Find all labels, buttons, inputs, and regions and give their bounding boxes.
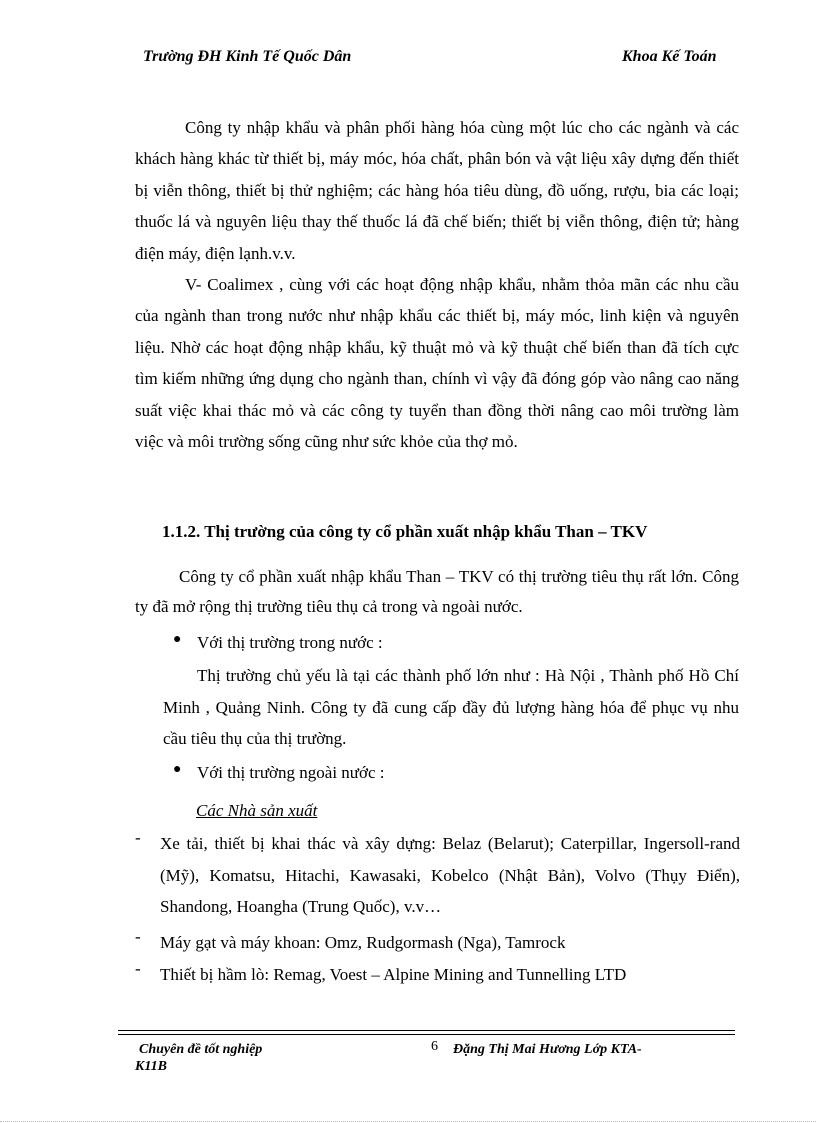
list-item-text: Thiết bị hầm lò: Remag, Voest – Alpine Mining and Tunnelling LTD bbox=[160, 965, 627, 984]
bullet-dot-icon: ● bbox=[173, 632, 182, 647]
section-heading: 1.1.2. Thị trường của công ty cổ phần xuất nhập khẩu Than – TKV bbox=[162, 522, 648, 541]
header-faculty-name: Khoa Kế Toán bbox=[622, 48, 717, 65]
dash-marker: - bbox=[135, 927, 141, 946]
footer-thesis-label: Chuyên đề tốt nghiệp bbox=[139, 1042, 263, 1057]
bullet-dot-icon: ● bbox=[173, 762, 182, 777]
producers-subtitle: Các Nhà sản xuất bbox=[196, 801, 318, 820]
footer-author: Đặng Thị Mai Hương Lớp KTA- bbox=[453, 1042, 642, 1057]
bullet-label: Với thị trường trong nước : bbox=[197, 633, 383, 652]
paragraph-import-distribution: Công ty nhập khẩu và phân phối hàng hóa cùng một lúc cho các ngành và các khách hàng khác từ thiết bị, máy móc, hóa chất, phân bón và vật liệu xây dựng đến thiết bị viễn thông, thiết bị thử nghiệm; các hàng hóa tiêu dùng, đồ uống, rượu, bia các loại; thuốc lá và nguyên liệu thay thế thuốc lá đã chế biến; thiết bị viễn thông, điện tử; hàng điện máy, điện lạnh.v.v. bbox=[135, 118, 739, 263]
footer-divider bbox=[118, 1030, 735, 1031]
page-number: 6 bbox=[431, 1039, 438, 1054]
footer-class-code: K11B bbox=[135, 1059, 167, 1074]
footer-divider bbox=[118, 1034, 735, 1035]
page-bottom-border bbox=[0, 1121, 816, 1122]
header-school-name: Trường ĐH Kinh Tế Quốc Dân bbox=[143, 48, 352, 65]
dash-marker: - bbox=[135, 959, 141, 978]
paragraph-domestic-market: Thị trường chủ yếu là tại các thành phố lớn như : Hà Nội , Thành phố Hồ Chí Minh , Quảng Ninh. Công ty đã cung cấp đầy đủ lượng hàng hóa để phục vụ nhu cầu tiêu thụ của thị trường. bbox=[163, 666, 739, 748]
bullet-label: Với thị trường ngoài nước : bbox=[197, 763, 385, 782]
dash-marker: - bbox=[135, 828, 141, 847]
list-item-text: Máy gạt và máy khoan: Omz, Rudgormash (Nga), Tamrock bbox=[160, 933, 566, 952]
list-item-text: Xe tải, thiết bị khai thác và xây dựng: Belaz (Belarut); Caterpillar, Ingersoll-rand (Mỹ), Komatsu, Hitachi, Kawasaki, Kobelco (Nhật Bản), Volvo (Thụy Điển), Shandong, Hoangha (Trung Quốc), v.v… bbox=[160, 834, 740, 916]
paragraph-market-intro: Công ty cổ phần xuất nhập khẩu Than – TKV có thị trường tiêu thụ rất lớn. Công ty đã mở rộng thị trường tiêu thụ cả trong và ngoài nước. bbox=[135, 567, 739, 616]
paragraph-coalimex: V- Coalimex , cùng với các hoạt động nhập khẩu, nhằm thỏa mãn các nhu cầu của ngành than trong nước như nhập khẩu các thiết bị, máy móc, linh kiện và nguyên liệu. Nhờ các hoạt động nhập khẩu, kỹ thuật mỏ và kỹ thuật chế biến than đã tích cực tìm kiếm những ứng dụng cho ngành than, chính vì vậy đã đóng góp vào nâng cao năng suất việc khai thác mỏ và các công ty tuyển than đồng thời nâng cao môi trường làm việc và môi trường sống cũng như sức khỏe của thợ mỏ. bbox=[135, 275, 739, 452]
